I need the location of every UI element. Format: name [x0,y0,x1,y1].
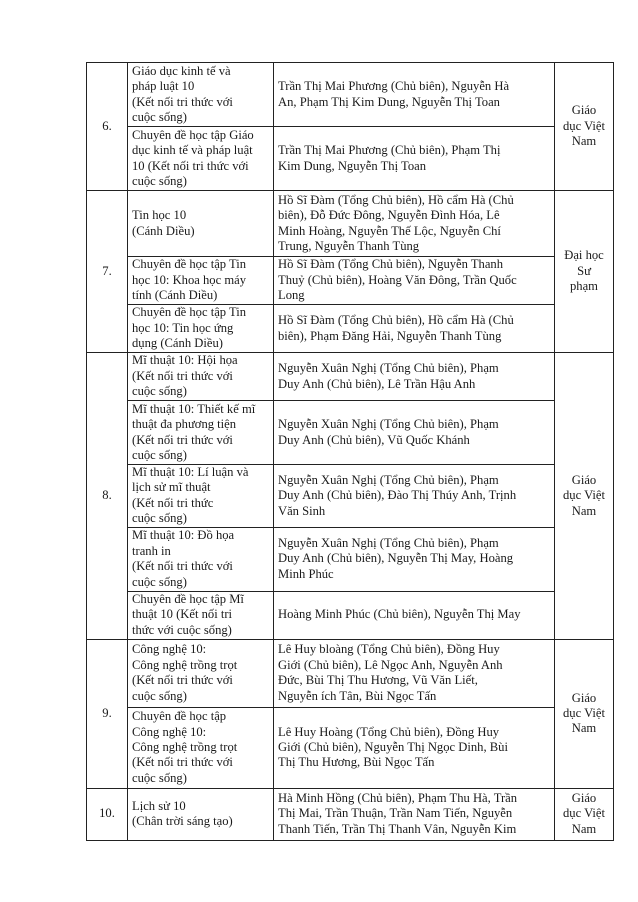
book-authors: Lê Huy Hoàng (Tổng Chủ biên), Đồng Huy Giới (Chủ biên), Nguyễn Thị Ngọc Dinh, Bùi Thị Thu Hương, Bùi Ngọc Tấn [274,707,555,788]
book-authors: Nguyễn Xuân Nghị (Tổng Chủ biên), Phạm Duy Anh (Chủ biên), Đào Thị Thúy Anh, Trịnh Văn Sinh [274,465,555,528]
table-row [87,527,614,591]
table-row [87,591,614,639]
book-title: Mĩ thuật 10: Thiết kế mĩ thuật đa phương tiện (Kết nối tri thức với cuộc sống) [128,401,274,465]
publisher: Đại học Sư phạm [555,191,614,353]
book-title: Chuyên đề học tập Tin học 10: Tin học ứng dụng (Cánh Diều) [128,305,274,353]
book-title: Mĩ thuật 10: Hội họa (Kết nối tri thức với cuộc sống) [128,353,274,401]
row-number: 6. [87,63,128,191]
publisher: Giáo dục Việt Nam [555,639,614,788]
table-row [87,707,614,788]
book-authors: Hồ Sĩ Đàm (Tổng Chủ biên), Nguyễn Thanh Thuỷ (Chủ biên), Hoàng Văn Đông, Trần Quốc Long [274,257,555,305]
table-row [87,127,614,191]
book-title: Chuyên đề học tập Mĩ thuật 10 (Kết nối tri thức với cuộc sống) [128,591,274,639]
book-title: Mĩ thuật 10: Đồ họa tranh in (Kết nối tri thức với cuộc sống) [128,527,274,591]
book-authors: Nguyễn Xuân Nghị (Tổng Chủ biên), Phạm Duy Anh (Chủ biên), Nguyễn Thị May, Hoàng Minh Phúc [274,527,555,591]
table-row [87,639,614,707]
book-authors: Trần Thị Mai Phương (Chủ biên), Phạm Thị Kim Dung, Nguyễn Thị Toan [274,127,555,191]
book-authors: Trần Thị Mai Phương (Chủ biên), Nguyễn Hà An, Phạm Thị Kim Dung, Nguyễn Thị Toan [274,63,555,127]
row-number: 8. [87,353,128,640]
row-number: 7. [87,191,128,353]
book-title: Chuyên đề học tập Tin học 10: Khoa học máy tính (Cánh Diều) [128,257,274,305]
book-authors: Hồ Sĩ Đàm (Tổng Chủ biên), Hồ cẩm Hà (Chủ biên), Đỗ Đức Đông, Nguyễn Đình Hóa, Lê Minh Hoàng, Nguyễn Thế Lộc, Nguyễn Chí Trung, Nguyễn Thanh Tùng [274,191,555,257]
book-authors: Hà Minh Hồng (Chủ biên), Phạm Thu Hà, Trần Thị Mai, Trần Thuận, Trần Nam Tiến, Nguyễn Thanh Tiến, Trần Thị Thanh Vân, Nguyễn Kim [274,788,555,840]
book-title: Tin học 10 (Cánh Diều) [128,191,274,257]
book-title: Lịch sử 10 (Chân trời sáng tạo) [128,788,274,840]
table-row [87,401,614,465]
table-row [87,63,614,127]
book-authors: Hoàng Minh Phúc (Chủ biên), Nguyễn Thị May [274,591,555,639]
book-title: Chuyên đề học tập Giáo dục kinh tế và pháp luật 10 (Kết nối tri thức với cuộc sống) [128,127,274,191]
book-title: Mĩ thuật 10: Lí luận và lịch sử mĩ thuật (Kết nối tri thức cuộc sống) [128,465,274,528]
table-row [87,353,614,401]
book-title: Chuyên đề học tập Công nghệ 10: Công nghệ trồng trọt (Kết nối tri thức với cuộc sống) [128,707,274,788]
publisher: Giáo dục Việt Nam [555,788,614,840]
table-row [87,257,614,305]
publisher: Giáo dục Việt Nam [555,63,614,191]
book-authors: Hồ Sĩ Đàm (Tổng Chủ biên), Hồ cẩm Hà (Chủ biên), Phạm Đăng Hải, Nguyễn Thanh Tùng [274,305,555,353]
book-authors: Nguyễn Xuân Nghị (Tổng Chủ biên), Phạm Duy Anh (Chủ biên), Vũ Quốc Khánh [274,401,555,465]
book-authors: Nguyễn Xuân Nghị (Tổng Chủ biên), Phạm Duy Anh (Chủ biên), Lê Trần Hậu Anh [274,353,555,401]
book-authors: Lê Huy bloàng (Tổng Chủ biên), Đồng Huy Giới (Chủ biên), Lê Ngọc Anh, Nguyễn Anh Đức, Bùi Thị Thu Hương, Vũ Văn Liết, Nguyễn ích Tân, Bùi Ngọc Tấn [274,639,555,707]
row-number: 9. [87,639,128,788]
textbook-table [86,62,614,841]
table-row [87,305,614,353]
publisher: Giáo dục Việt Nam [555,353,614,640]
table-row [87,788,614,840]
row-number: 10. [87,788,128,840]
book-title: Công nghệ 10: Công nghệ trồng trọt (Kết nối tri thức với cuộc sống) [128,639,274,707]
book-title: Giáo dục kinh tế và pháp luật 10 (Kết nối tri thức với cuộc sống) [128,63,274,127]
table-row [87,465,614,528]
table-row [87,191,614,257]
